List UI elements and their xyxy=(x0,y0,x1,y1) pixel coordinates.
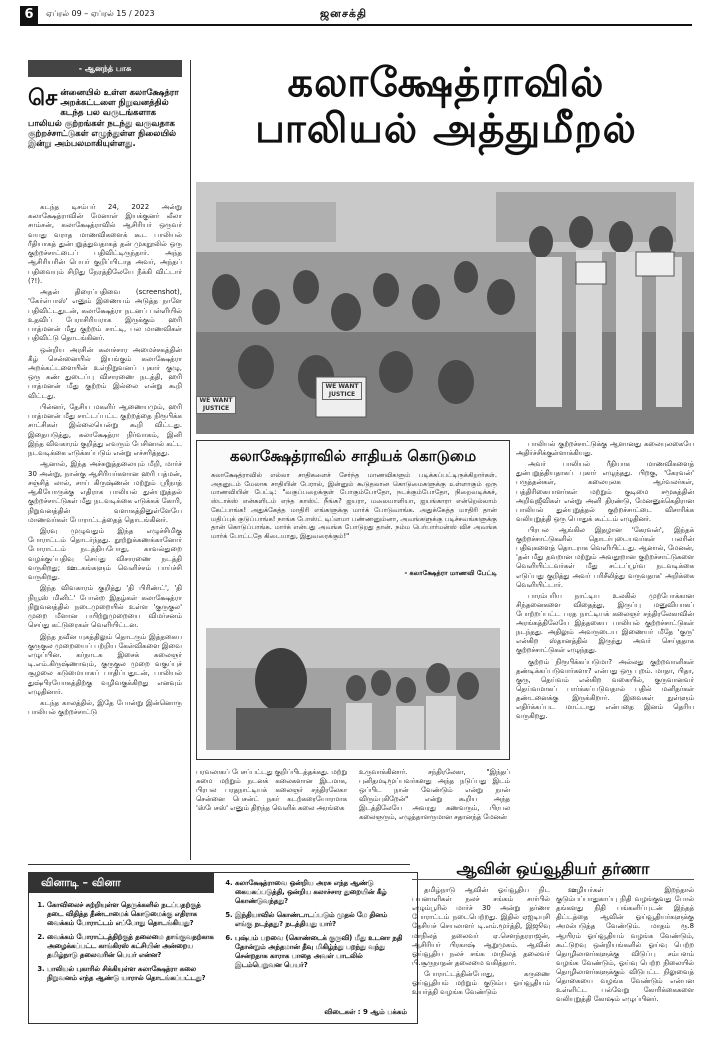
left-paragraph: ஒன்றிய அரசின் கலாச்சார அமைச்சகத்தின் கீழ் சென்னையில் இயங்கும் கலாக்ஷேத்ரா அறக்கட்டளையின் உள்நிறுவனப் புகார் குழு, ஒரு கண் துடைப்பு விசாரணை நடத்தி, ஹரி பாத்மனன் மீது குற்றம் இல்லை என்று கூறி விட்டது. xyxy=(28,345,182,400)
caste-box-title: கலாக்ஷேத்ராவில் சாதியக் கொடுமை xyxy=(229,447,477,465)
right-paragraph: பாரம்பரிய நாட்டிய உலகில் முற்போக்கான சிந்தனைகளை விதைத்து, இருப்பு மனுவியாகப் போற்றப்பட்ட பரத நாட்டியக் கலைஞர் சந்திரலேகாவின் அரங்கத்திலேயே இத்தகைய பாலியல் குற்றச்சாட்டுகள் நடந்தது. அதிலும் அவருடைய இணையர் மீதே 'குரு' என்கிற ஸ்தானத்தில் இருந்து அவர் செய்ததாக குற்றச்சாட்டுகள் எழுந்தது. xyxy=(516,591,694,655)
left-paragraph: இந்த நவீன யுகத்திலும் தொடரும் இத்தகைய குருகுல முறையைப் பற்றிய கேள்விகளை இவை எழுப்பின. கர்நாடக இசைக் கலைஞர் டி.எம்.கிருஷ்ணாவும், குருகுல முறை வகுப்புச் சூழலை கடுமையாகப் பாதிப்பதுடன், பாலியல் துஷ்பிரயோகத்திற்கு வழிவகுக்கிறது எனவும் எழுதினார். xyxy=(28,632,182,696)
quiz-questions-right xyxy=(223,879,405,975)
issue-dates: ஏப்ரல் 09 – ஏப்ரல் 15 / 2023 xyxy=(46,9,155,18)
protest-sign: WE WANT JUSTICE xyxy=(322,382,362,400)
mid-article xyxy=(196,768,510,856)
aavin-paragraph: தமிழ்நாடு ஆவின் ஓய்வூதிய நிட பயனாளிகள் நலச் சங்கம் சார்பில் எழும்பூரில் மார்ச் 30 அன்று தர்ணா போராட்டம் நடைபெற்றது. இதில் ஏஐடியுசி தேசியச் செயலாளர் டி.எம்.மூர்த்தி, இஜூவு மாநிலத் தலைவர் ஏ.சௌந்தரராஜன், ஆசிரியர் பிரகாஷ் ஆறுமுகம். ஆவின் ஓய்வூதிய நலச் சங்க மாநிலத் தலைவர் பி.சூருநாதன் தலைமை வகித்தார். xyxy=(412,886,550,967)
left-paragraph: கடந்த காலத்தில், இதே போன்று இன்னொரு பாலியல் குற்றச்சாட்டு xyxy=(28,699,182,717)
quiz-question: 5. இந்தியாவில் கொண்டாடப்படும் முதல் மே தினம் எங்கு நடந்தது? நடத்தியது யார்? xyxy=(235,911,405,929)
quiz-title: வினாடி – வினா xyxy=(29,873,214,893)
headline-line-2: பாலியல் அத்துமீறல் xyxy=(255,106,637,152)
left-paragraph: அதன் திரைப்பதிவை (screenshot), 'கேர்ள்பாஸ்' எனும் இணையம் அடுத்த நாளே பதிவிட்டதுடன், கலாக்ஷேத்ரா நடனப் பள்ளியில் உதவிப் பேராசிரியராக இருக்கும் ஹரி பாத்மனன் மீது குற்றம் சாட்டி, பல மாணவிகள் பதிவிட்டு தொடங்கினர். xyxy=(28,288,182,343)
interview-photo-illustration xyxy=(206,628,500,750)
right-paragraph: குற்றம் நிரூபிக்கப்படுமா? அல்லது குற்றவாளிகள் தண்டிக்கப்படுவார்களா? என்பது ஒரு புறம். மாதா, பிதா, குரு, தெய்வம் என்கிற வகையில், குருவானவர் தெய்வமாகப் பார்க்கப்படுவதால் பதில் மனிதர்கள் தண்டனைக்கு இருக்கிறார். இவைகள் நுள்ளும் எதிர்க்கப்பட மாட்டாது என்பதை இனம் தெரிய வருகிறது. xyxy=(516,657,694,721)
quiz-question: 6. புஷ்பம் பறவை (கொண்டைக் குருவி) மீது உடனா நதி தோன்றும் அந்தமான் தீவு மிகிழ்ந்து பறந்து வந்து சென்றதாக காராக பாதை அவள் பாடலில் இடம்பெறுவன பெயர்? xyxy=(235,934,405,970)
right-paragraph: பாலியல் குற்றச்சாட்டுக்கு ஆளானது கலையுலகையே அதிர்ச்சிக்குள்ளாக்கியது. xyxy=(516,440,694,458)
mid-column-2: உருவாக்கினார். சந்திரலேகா, "இந்தப் புனிதமடிமூப்பவர்களது அந்த நடுப்பது இடம் ஒப்பிட நான் வேண்டும் என்று நான் விரும்புகிறேன்" என்று கூறிய அந்த இடத்திலேயே அவரது கணவரும், பிரபல கலைஞரும், எழுத்தாளருமான சதானந்த் மேனன் xyxy=(359,768,510,821)
interview-photo xyxy=(206,628,500,750)
quiz-question: 3. பாலியல் புகாரில் சிக்கியுள்ள கலாக்ஷேத்ரா கலை நிறுவனம் எந்த ஆண்டு யாரால் தொடங்கப்பட்டது? xyxy=(47,965,217,983)
protest-sign: WE WANT JUSTICE xyxy=(196,396,236,414)
quiz-question: 1. கோவிலைச் சுற்றியுள்ள தெருக்களில் நடப்பதற்குத் தடை விதித்த தீண்டாமைக் கொடுமைக்கு எதிராக வைக்கம் போராட்டம் எப்போது தொடங்கியது? xyxy=(47,901,217,928)
aavin-column-1 xyxy=(412,886,550,1026)
right-paragraph: பிரபல ஆங்கில இதழான 'கேரவன்', இந்தக் குற்றச்சாட்டுகளில் தொடர்புடையவர்கள் பலரின் பதிவுகளைத் தொடராக வெளியிட்டது. ஆனால், மேனன், 'தன் மீது தவறான மற்றும் அவதூறான குற்றச்சாட்டுகளை வெளியிட்டவர்கள் மீது சட்டப்பூர்வ நடவடிக்கை எடுப்பது குறித்து அவர் பரிசீலித்து வருவதாக' அறிக்கை வெளியிட்டார். xyxy=(516,525,694,589)
aavin-column-2 xyxy=(556,886,694,1026)
right-paragraph: அவர் பாலியல் ரீதியாக மாணவிகளைத் துன்புறுத்தியதாகப் புகார் எழுந்தது. பிறகு, 'கேரவன்' பருத்தன்கள், கலையுலக ஆர்வலர்கள், பத்திரிகையாளர்கள் மற்றும் குடிமை சமூகத்தின் அறிவுஜீவிகள் என்று அனி திரண்டு, மேனனுக்கெதிரான பாலியல் துன்புறுத்தல் குற்றச்சாட்டை விசாரிக்க வலியுறுத்தி ஒரு பொதுக் கூட்டம் எழுதினர். xyxy=(516,460,694,523)
protest-photo xyxy=(196,182,694,434)
page-header xyxy=(20,6,692,26)
quiz-box xyxy=(28,872,418,1024)
caste-box-quote: கலாக்ஷேத்ராவில் எல்லா சாதிகளைச் சேர்ந்த மாணவிகளும் படிக்கப்பட்டிருக்கிறார்கள். அதனுடம் மேலாக சாதியின் பேரால், இன்னும் கூடுதலான கொடுமைகளுக்கு உள்ளாகும் ஒரு மாணவியின் பேட்டி: "வகுப்பறைக்குள் போகும்போதோ, நடக்கும்போதோ, நிறைவடிக்கச், ஸ்டாக்ஸ் என்களிடம் எந்த காஸ்ட் நீங்க? ஐயரா, மலையாளியா, ஐயங்காரா என்றெல்லாம் கேட்பாங்க! அதுக்கேத்த மாதிரி எங்களுக்கு மார்க் போடுவாங்க. அதுக்கேத்த மாதிரி தான் மதிப்புக் குடுப்பாங்க! நாங்க போஸ்ட் டிப்ளமா பண்ணனும்னா, அவங்களுக்கு படிச்சவங்களுக்கு தான் கொடுப்பாங்க. மார்க் என்பது அவங்க போடுறது தான். நம்ம பெர்பார்மன்ஸ் விச அவங்க மார்க் போட்டதே கிடையாது, இதுவரைக்கும்!" xyxy=(211,471,497,540)
intro-text xyxy=(28,88,182,149)
page-number: 6 xyxy=(20,6,38,24)
section-divider xyxy=(28,864,410,865)
aavin-paragraph: போராட்டத்தின்போது, கருணை ஓய்வூதியம் மற்றும் குடும்ப ஓய்வூதியம் உயர்த்தி வழங்க வேண்டும் xyxy=(412,969,550,997)
intro-body: ன்னையில் உள்ள கலாக்ஷேத்ரா அறக்கட்டளை நிறுவனத்தில் கடந்த பல வருடங்களாக பாலியல் குற்றங்கள் நடந்து வருவதாக குற்றச்சாட்டுகள் எழுந்துள்ள நிலையில் இன்று அம்பலமாகியுள்ளது. xyxy=(28,88,179,149)
left-paragraph: கடந்த டிசம்பர் 24, 2022 அன்று கலாக்ஷேத்ராவின் மேனாள் இயக்குனர் லீலா சாம்சன், கலாக்ஷேத்ராவில் ஆசிரியர் ஒருவர் வயது வராத மாணவிகளைக் கூட பாலியல் ரீதியாகத் துன்புறுத்துவதாகத் தன் முகநூலில் ஒரு குற்றச்சாட்டைப் பதிவிட்டிருந்தார். அந்த ஆசிரியரின் பெயர் குறிப்பிடாத அவர், அந்தப் பதிவையும் சிறிது நேரத்திலேயே நீக்கி விட்டார் (?!). xyxy=(28,203,182,285)
left-paragraph: ஆனால், இந்த அச்சுறுத்தலையும் மீறி, மார்ச் 30 அன்று, நான்கு ஆசிரியர்களான ஹரி பத்மன், சஞ்சித் லால், சாய் கிருஷ்ணன் மற்றும் ஸ்ரீநாத் ஆகியோருக்கு எதிராக பாலியல் துன்புறுத்தல் குற்றச்சாட்டுகள் மீது நடவடிக்கை எடுக்கக் கோரி, நிறுவனத்தின் வளாகத்தினுள்ளேயே மாணவர்கள் போராட்டத்தைத் தொடங்கினர். xyxy=(28,460,182,524)
left-article xyxy=(28,203,182,823)
quiz-answers-ref: விடைகள் : 9 ஆம் பக்கம் xyxy=(324,1007,407,1016)
headline xyxy=(198,60,694,152)
left-paragraph: இரவு முழுவதும் இந்த எழுச்சிமிகு போராட்டம் தொடர்ந்தது. நூற்றுக்கணக்கானோர் போராட்டம் நடத்தியபோது, காவல்துறை வழக்குப்பதிவு செய்து விசாரணை நடத்தி வருகிறது; ஊடகங்களும் வெளிச்சம் பாய்ச்சி வருகிறது. xyxy=(28,526,182,582)
aavin-paragraph: ஊழியர்கள் இறந்தால் குடும்பப்பாதுகாப்பு நிதி வழங்குவது போல் தங்களது நிதி பங்களிப்புடன் இந்தத் திட்டத்தை ஆவின் ஓய்வூதியர்களுக்கு அமல்படுத்த வேண்டும். மாதம் ரூ.8 ஆயிரம் ஓய்வூதியம் வழங்க வேண்டும், கூட்டுறவு ஒன்றியங்களில் ஓய்வு பெற்ற தொழிலாளர்களுக்கு விடுப்பு சம்பளம் வழங்க வேண்டும், ஓய்வு பெற்ற நிலையில் தொழிலாளர்களுக்கும் விடுபட்ட நிலுவைத் தொகையை வழங்க வேண்டும் என்பன உள்ளிட்ட பல்வேறு கோரிக்கைகளை வலியுறுத்தி கோஷம் எழுப்பினர். xyxy=(556,886,694,1004)
quiz-question: 4. கலாக்ஷேத்ராவை ஒன்றிய அரசு எந்த ஆண்டு கையகப்படுத்தி, ஒன்றிய கலாச்சார துறையின் கீழ் கொண்டுவந்தது? xyxy=(235,879,405,906)
caste-box-signature: - கலாக்ஷேத்ரா மாணவி பேட்டி xyxy=(404,569,497,577)
drop-cap: செ xyxy=(28,86,58,111)
newspaper-name: ஜனசக்தி xyxy=(320,7,367,20)
mid-column-1: பரவலாகப் பேசப்பட்டது குறிப்பிடத்தக்கது. மற்று சுமை மற்றும் நடனக் கலைகளான இடமாக, பிரபல பரதநாட்டியக் கலைஞர் சந்திரலேகா சென்னை பெசன்ட் நகர் கடற்கரையோரமாக 'ஸ்பேசஸ்' எனும் திறந்த வெளிக் கலை அரங்கை xyxy=(196,768,347,812)
aavin-protest-title: ஆவின் ஒய்வூதியர் தர்ணா xyxy=(412,858,694,880)
quiz-question: 2. வைக்கம் போராட்டத்திற்குத் தலைமை தாங்குவதற்காக அழைக்கப்பட்ட காங்கிரஸ் கட்சியின் அன்றைய தமிழ்நாடு தலைவரின் பெயர் என்ன? xyxy=(47,933,217,960)
quiz-questions-left xyxy=(35,901,217,988)
column-divider xyxy=(190,60,191,860)
protest-photo-illustration xyxy=(196,182,694,434)
left-paragraph: இந்த விவகாரம் குறித்து 'தி பிரிண்ட்', 'தி நியூஸ் மினிட்' போன்ற இதழ்கள் கலாக்ஷேத்ரா நிறுவனத்தில் நடைமுறையில் உள்ள 'குருகுல' முறை மீளான பயிற்றுமுறையை விமர்சனம் செய்து கட்டுரைகள் வெளியிட்டன. xyxy=(28,584,182,630)
right-article xyxy=(516,440,694,854)
byline: - ஆனந்த் பாசு xyxy=(28,60,182,77)
headline-line-1: கலாக்ஷேத்ராவில் xyxy=(287,60,605,106)
left-paragraph: பின்னர், தேசிய மகளிர் ஆணையமும், ஹரி பாத்மனன் மீது சாட்டப்பட்ட குற்றத்தை நிரூபிக்க சாட்சிகள் இல்லையென்று கூறி விட்டது. இதையடுத்து, கலாக்ஷேத்ரா நிர்வாகம், இனி இந்த விவகாரம் குறித்து எவரும் பேசினால் கட்ட நடவடிக்கை எடுக்கப்படும் என்று எச்சரித்தது. xyxy=(28,402,182,458)
